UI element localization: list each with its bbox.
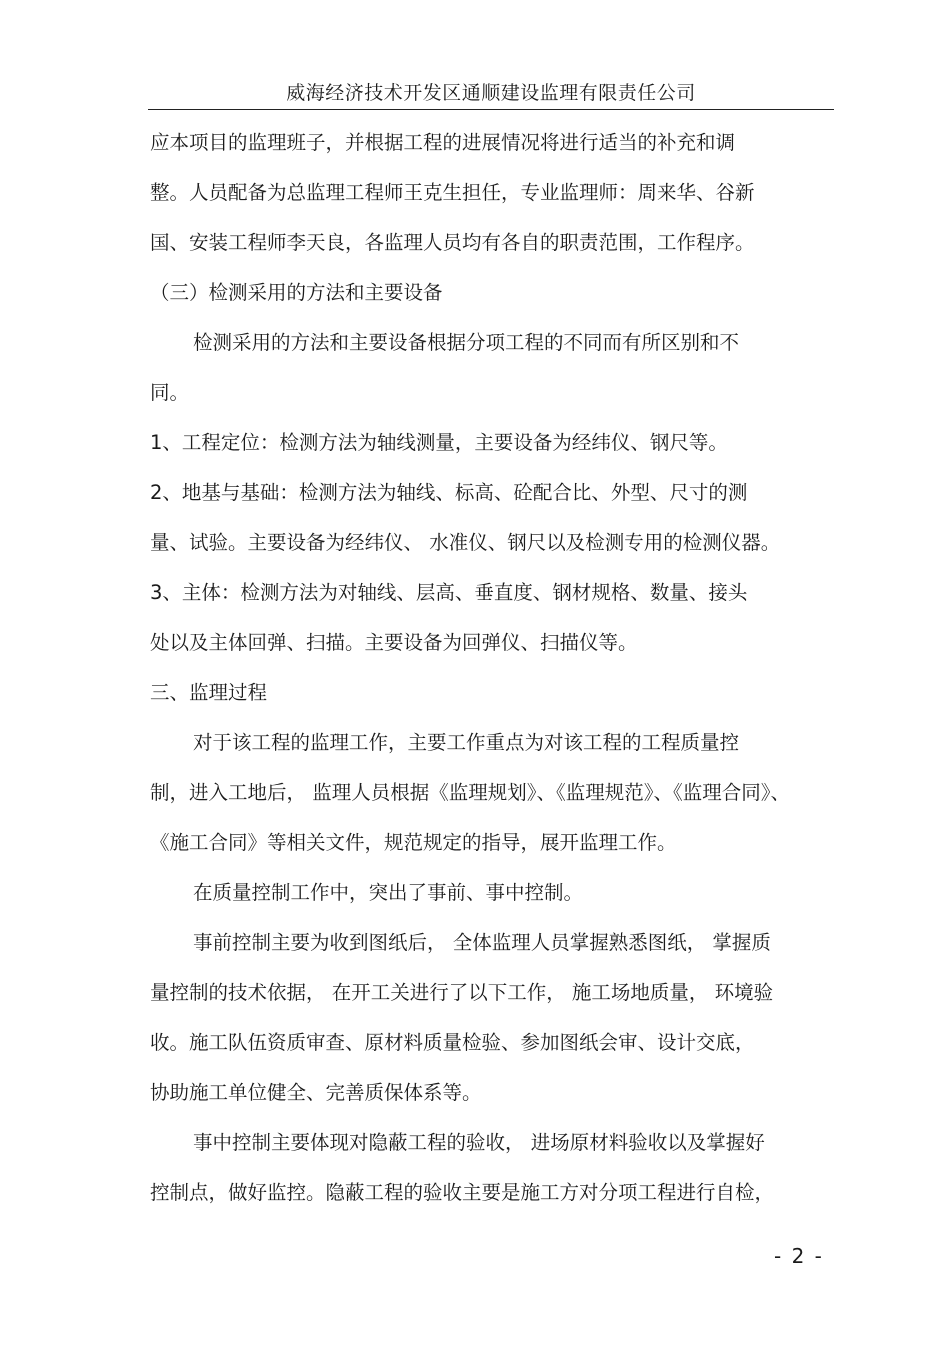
- body-line: 1、工程定位：检测方法为轴线测量，主要设备为经纬仪、钢尺等。: [150, 431, 728, 454]
- body-line: 控制点，做好监控。隐蔽工程的验收主要是施工方对分项工程进行自检，: [150, 1181, 775, 1204]
- body-line: 同。: [150, 381, 190, 404]
- section-heading: 三、监理过程: [150, 681, 268, 704]
- body-line: 事中控制主要体现对隐蔽工程的验收， 进场原材料验收以及掌握好: [193, 1131, 765, 1154]
- body-line: 应本项目的监理班子，并根据工程的进展情况将进行适当的补充和调: [150, 131, 736, 154]
- body-line: 国、安装工程师李天良，各监理人员均有各自的职责范围，工作程序。: [150, 231, 755, 254]
- body-line: 检测采用的方法和主要设备根据分项工程的不同而有所区别和不: [193, 331, 740, 354]
- body-line: 2、地基与基础：检测方法为轴线、标高、砼配合比、外型、尺寸的测: [150, 481, 748, 504]
- body-line: 对于该工程的监理工作，主要工作重点为对该工程的工程质量控: [193, 731, 740, 754]
- body-line: 量、试验。主要设备为经纬仪、 水准仪、钢尺以及检测专用的检测仪器。: [150, 531, 781, 554]
- body-line: 《施工合同》等相关文件，规范规定的指导，展开监理工作。: [150, 831, 677, 854]
- body-line: 事前控制主要为收到图纸后， 全体监理人员掌握熟悉图纸， 掌握质: [193, 931, 771, 954]
- body-line: 量控制的技术依据， 在开工关进行了以下工作， 施工场地质量， 环境验: [150, 981, 774, 1004]
- body-line: 制，进入工地后， 监理人员根据《监理规划》、《监理规范》、《监理合同》、: [150, 781, 790, 804]
- header-divider: [148, 109, 834, 110]
- body-line: 3、主体：检测方法为对轴线、层高、垂直度、钢材规格、数量、接头: [150, 581, 748, 604]
- body-line: 在质量控制工作中，突出了事前、事中控制。: [193, 881, 584, 904]
- body-line: 整。人员配备为总监理工程师王克生担任，专业监理师：周来华、谷新: [150, 181, 755, 204]
- section-heading: （三）检测采用的方法和主要设备: [150, 281, 443, 304]
- page-header-title: 威海经济技术开发区通顺建设监理有限责任公司: [286, 82, 696, 104]
- page-number: - 2 -: [774, 1244, 824, 1268]
- body-line: 处以及主体回弹、扫描。主要设备为回弹仪、扫描仪等。: [150, 631, 638, 654]
- body-line: 收。施工队伍资质审查、原材料质量检验、参加图纸会审、设计交底，: [150, 1031, 755, 1054]
- body-line: 协助施工单位健全、完善质保体系等。: [150, 1081, 482, 1104]
